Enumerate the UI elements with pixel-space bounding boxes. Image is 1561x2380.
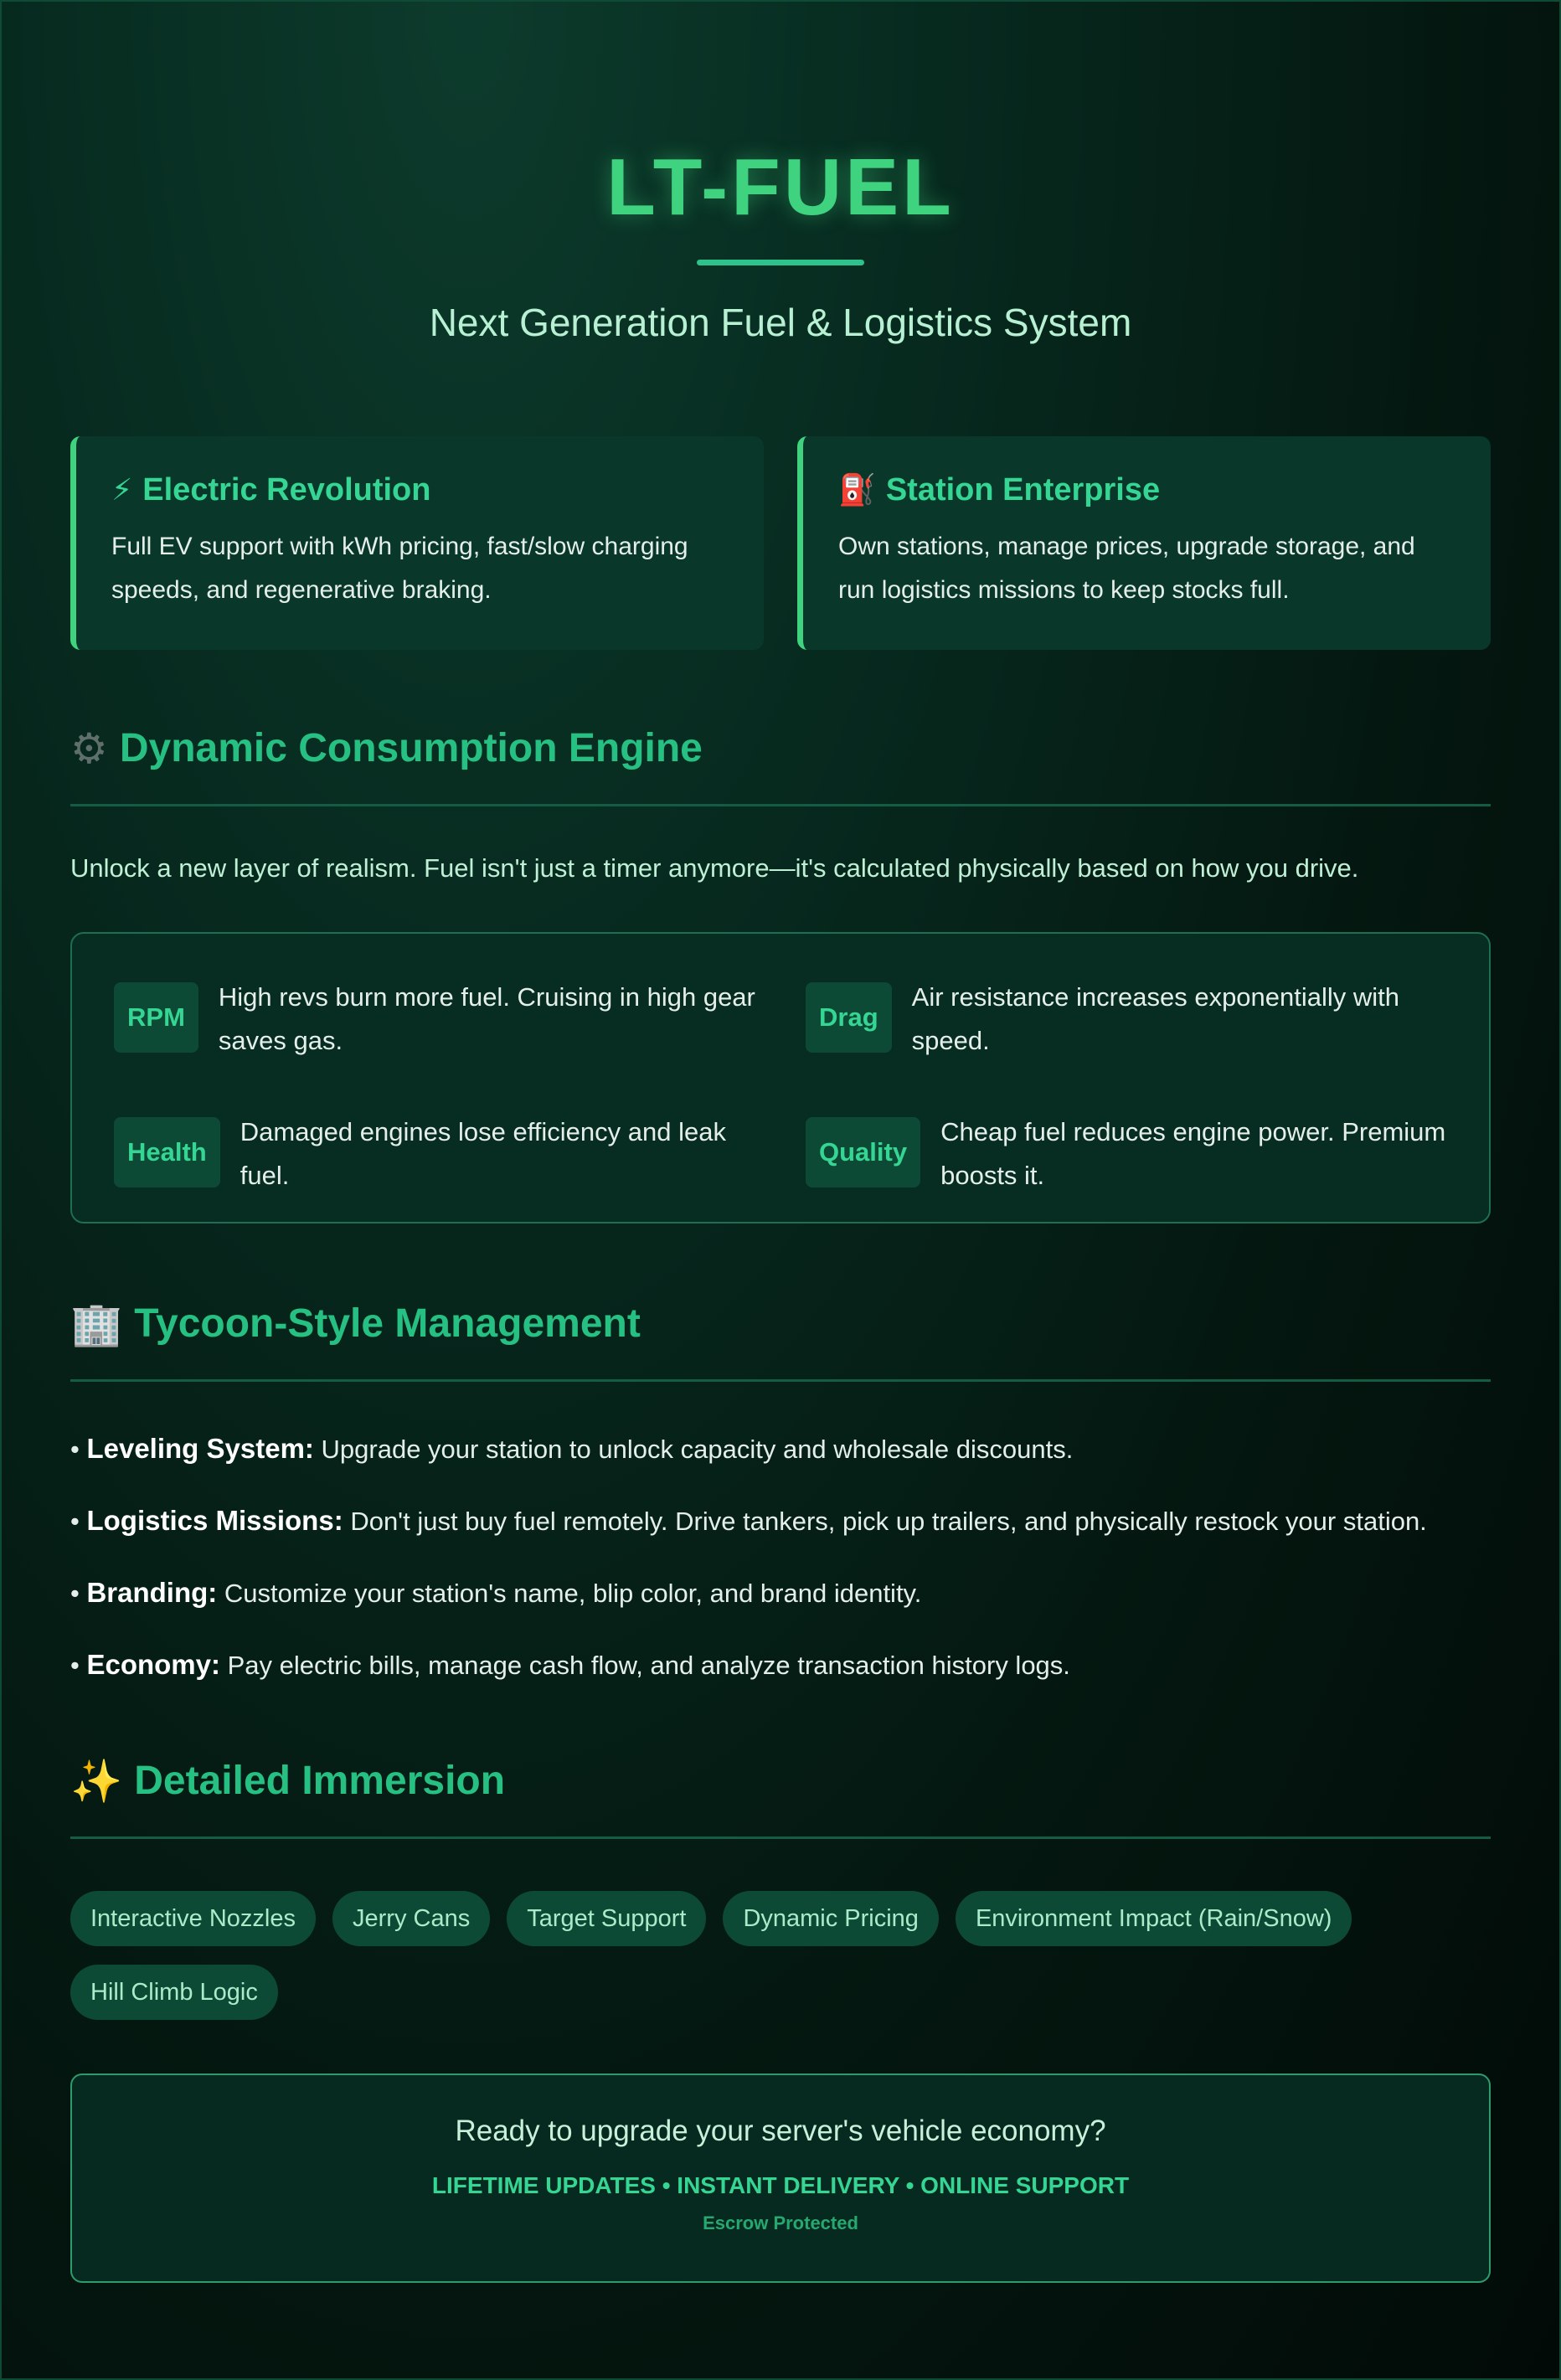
section-heading [70, 1299, 1491, 1349]
factor-item [114, 982, 755, 1087]
list-item-text: Customize your station's name, blip color, and brand identity. [224, 1579, 922, 1608]
list-item-label: Economy: [86, 1649, 220, 1680]
hero-header [70, 2, 1491, 346]
factor-description: Damaged engines lose efficiency and leak fuel. [240, 1117, 726, 1190]
factor-description: Cheap fuel reduces engine power. Premium boosts it. [940, 1117, 1446, 1190]
list-item-text: Pay electric bills, manage cash flow, and analyze transaction history logs. [227, 1651, 1070, 1680]
factor-item [114, 1117, 755, 1222]
feature-card-title: Station Enterprise [885, 472, 1161, 507]
factor-grid [70, 932, 1491, 1223]
brand-title: LT-FUEL [606, 142, 955, 232]
tag-pill: Hill Climb Logic [70, 1965, 278, 2020]
tag-pill: Environment Impact (Rain/Snow) [956, 1891, 1352, 1946]
list-item-label: Branding: [86, 1577, 218, 1608]
factor-item [806, 982, 1447, 1087]
lightning-icon: ⚡ [111, 472, 133, 507]
office-building-icon: 🏢 [70, 1301, 123, 1347]
tag-pill: Dynamic Pricing [723, 1891, 939, 1946]
title-divider [697, 260, 864, 265]
cta-question: Ready to upgrade your server's vehicle economy? [455, 2115, 1106, 2147]
factor-description: High revs burn more fuel. Cruising in high gear saves gas. [218, 982, 755, 1055]
list-item: • Logistics Missions: Don't just buy fuel remotely. Drive tankers, pick up trailers, and physically restock your station. [70, 1505, 1427, 1536]
list-item: • Leveling System: Upgrade your station to unlock capacity and wholesale discounts. [70, 1433, 1074, 1464]
tag-pill: Interactive Nozzles [70, 1891, 316, 1946]
factor-tag-health: Health [114, 1117, 220, 1187]
list-item-text: Upgrade your station to unlock capacity and wholesale discounts. [321, 1435, 1074, 1464]
feature-card-title: Electric Revolution [142, 472, 431, 507]
list-item-label: Leveling System: [86, 1433, 314, 1464]
section-divider [70, 1379, 1491, 1382]
factor-item [806, 1117, 1447, 1222]
section-divider [70, 1837, 1491, 1839]
list-item-text: Don't just buy fuel remotely. Drive tankers, pick up trailers, and physically restock your station. [350, 1507, 1427, 1536]
feature-card-electric [70, 436, 764, 650]
factor-description: Air resistance increases exponentially with speed. [911, 982, 1400, 1055]
tag-pill: Target Support [507, 1891, 706, 1946]
feature-card-body: Full EV support with kWh pricing, fast/slow charging speeds, and regenerative braking. [111, 533, 688, 604]
cta-features: LIFETIME UPDATES • INSTANT DELIVERY • ONLINE SUPPORT [431, 2172, 1130, 2198]
management-list [70, 1430, 1491, 1684]
tagline: Next Generation Fuel & Logistics System [429, 301, 1132, 344]
escrow-note: Escrow Protected [703, 2213, 858, 2233]
feature-card-body: Own stations, manage prices, upgrade storage, and run logistics missions to keep stocks full. [838, 533, 1415, 604]
list-item-label: Logistics Missions: [86, 1505, 343, 1536]
feature-cards [70, 436, 1491, 650]
section-title: Dynamic Consumption Engine [119, 726, 703, 770]
tag-pill: Jerry Cans [332, 1891, 490, 1946]
list-item: • Branding: Customize your station's name, blip color, and brand identity. [70, 1577, 922, 1608]
consumption-section [70, 724, 1491, 1223]
fuel-pump-icon: ⛽ [838, 472, 876, 507]
factor-tag-quality: Quality [806, 1117, 920, 1187]
list-item: • Economy: Pay electric bills, manage cash flow, and analyze transaction history logs. [70, 1649, 1070, 1680]
feature-card-station [797, 436, 1491, 650]
gear-icon: ⚙ [70, 725, 108, 772]
section-heading [70, 1756, 1491, 1806]
consumption-intro: Unlock a new layer of realism. Fuel isn't just a timer anymore—it's calculated physically based on how you drive. [70, 853, 1359, 883]
sparkles-icon: ✨ [70, 1758, 123, 1805]
management-section [70, 1299, 1491, 1684]
factor-tag-rpm: RPM [114, 982, 198, 1053]
section-divider [70, 804, 1491, 806]
cta-box [70, 2073, 1491, 2283]
immersion-section [70, 1756, 1491, 2020]
section-title: Detailed Immersion [134, 1759, 506, 1803]
section-title: Tycoon-Style Management [134, 1301, 641, 1346]
feature-tags [70, 1891, 1494, 2020]
factor-tag-drag: Drag [806, 982, 892, 1053]
section-heading [70, 724, 1491, 774]
